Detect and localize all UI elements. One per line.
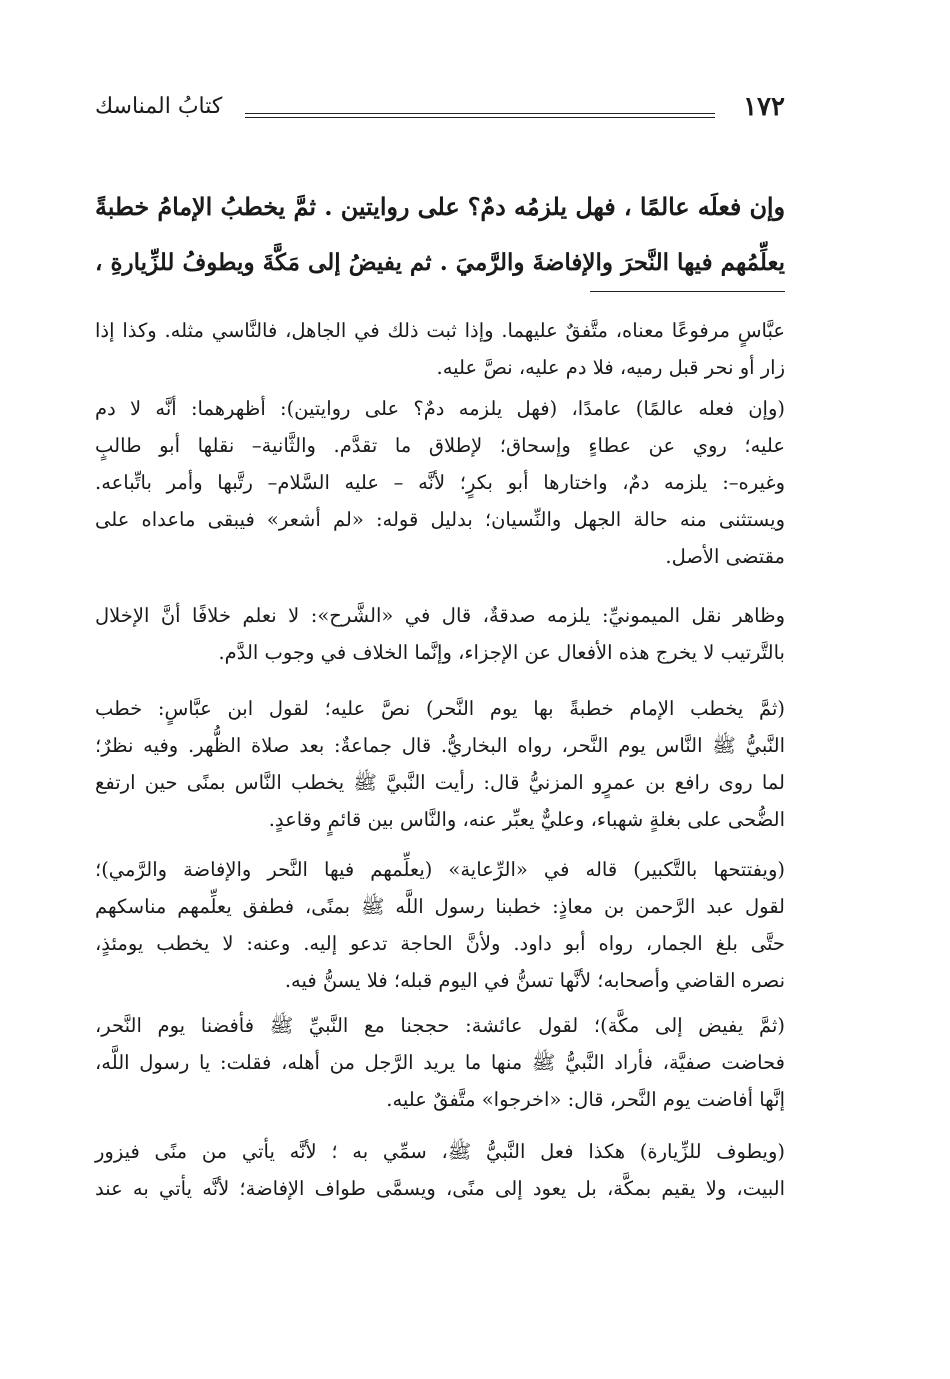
commentary-paragraph <box>95 851 785 999</box>
commentary-line: (ويطوف للزِّيارة) هكذا فعل النَّبيُّ ﷺ، سمِّي به ؛ لأنَّه يأتي من منًى فيزور <box>95 1140 785 1163</box>
page-number: ١٧٢ <box>743 92 785 122</box>
commentary-line: البيت، ولا يقيم بمكَّة، بل يعود إلى منًى، ويسمَّى طواف الإفاضة؛ لأنَّه يأتي به عند <box>95 1177 785 1200</box>
commentary-paragraph <box>95 1133 785 1207</box>
page-header <box>95 92 785 132</box>
commentary-line: (وإن فعله عالمًا) عامدًا، (فهل يلزمه دمٌ؟ على روايتين): أظهرهما: أنَّه لا دم <box>95 397 785 420</box>
separator-rule <box>590 291 785 292</box>
commentary-line: (ثمَّ يفيض إلى مكَّة)؛ لقول عائشة: حججنا مع النَّبيِّ ﷺ فأفضنا يوم النَّحر، <box>95 1014 785 1037</box>
commentary-paragraph <box>95 312 785 386</box>
commentary-line: الضُّحى على بغلةٍ شهباء، وعليٌّ يعبِّر عنه، والنَّاس بين قائمٍ وقاعدٍ. <box>268 808 785 831</box>
commentary-line: ويستثنى منه حالة الجهل والنِّسيان؛ بدليل قوله: «لم أشعر» فيبقى ماعداه على <box>95 508 785 531</box>
commentary-paragraph <box>95 690 785 838</box>
main-text <box>95 180 785 290</box>
commentary-line: (ثمَّ يخطب الإمام خطبةً بها يوم النَّحر) نصَّ عليه؛ لقول ابن عبَّاسٍ: خطب <box>95 697 785 720</box>
header-rule <box>245 113 715 118</box>
commentary-paragraph <box>95 597 785 671</box>
main-text-line: وإن فعلَه عالمًا ، فهل يلزمُه دمٌ؟ على روايتين . ثمَّ يخطبُ الإمامُ خطبةً <box>95 193 785 221</box>
commentary-line: نصره القاضي وأصحابه؛ لأنَّها تسنُّ في اليوم قبله؛ فلا يسنُّ فيه. <box>284 969 785 992</box>
commentary-line: عليه؛ روي عن عطاءٍ وإسحاق؛ لإطلاق ما تقدَّم. والثَّانية– نقلها أبو طالبٍ <box>95 434 785 457</box>
commentary-line: زار أو نحر قبل رميه، فلا دم عليه، نصَّ عليه. <box>436 356 785 379</box>
commentary-line: لقول عبد الرَّحمن بن معاذٍ: خطبنا رسول اللَّه ﷺ بمنًى، فطفق يعلِّمهم مناسكهم <box>95 895 785 918</box>
commentary-paragraph <box>95 390 785 575</box>
commentary-line: لما روى رافع بن عمرٍو المزنيُّ قال: رأيت النَّبيَّ ﷺ يخطب النَّاس بمنًى حين ارتفع <box>95 771 785 794</box>
commentary-line: النَّبيُّ ﷺ النَّاس يوم النَّحر، رواه البخاريُّ. قال جماعةٌ: بعد صلاة الظُّهر. وفيه نظرٌ؛ <box>95 734 785 757</box>
commentary-line: عبَّاسٍ مرفوعًا معناه، متَّفقٌ عليهما. وإذا ثبت ذلك في الجاهل، فالنَّاسي مثله. وكذا إذا <box>95 319 785 342</box>
commentary-line: (ويفتتحها بالتَّكبير) قاله في «الرِّعاية» (يعلِّمهم فيها النَّحر والإفاضة والرَّمي)؛ <box>95 858 785 881</box>
book-title: كتابُ المناسك <box>95 94 223 119</box>
commentary-line: وغيره–: يلزمه دمٌ، واختارها أبو بكرٍ؛ لأنَّه – عليه السَّلام– رتَّبها وأمر باتِّباعه. <box>95 471 785 494</box>
commentary-paragraph <box>95 1007 785 1118</box>
commentary <box>95 312 785 1207</box>
commentary-line: بالتَّرتيب لا يخرج هذه الأفعال عن الإجزاء، وإنَّما الخلاف في وجوب الدَّم. <box>218 641 785 664</box>
commentary-line: وظاهر نقل الميمونيِّ: يلزمه صدقةٌ، قال في «الشَّرح»: لا نعلم خلافًا أنَّ الإخلال <box>95 604 785 627</box>
commentary-line: فحاضت صفيَّة، فأراد النَّبيُّ ﷺ منها ما يريد الرَّجل من أهله، فقلت: يا رسول اللَّه، <box>95 1051 785 1074</box>
commentary-line: حتَّى بلغ الجمار، رواه أبو داود. ولأنَّ الحاجة تدعو إليه. وعنه: لا يخطب يومئذٍ، <box>95 932 785 955</box>
main-text-line: يعلِّمُهم فيها النَّحرَ والإفاضةَ والرَّميَ . ثم يفيضُ إلى مَكَّةَ ويطوفُ للزِّيارةِ ، <box>95 249 785 276</box>
commentary-line: مقتضى الأصل. <box>665 545 785 568</box>
commentary-line: إنَّها أفاضت يوم النَّحر، قال: «اخرجوا» متَّفقٌ عليه. <box>386 1088 785 1111</box>
